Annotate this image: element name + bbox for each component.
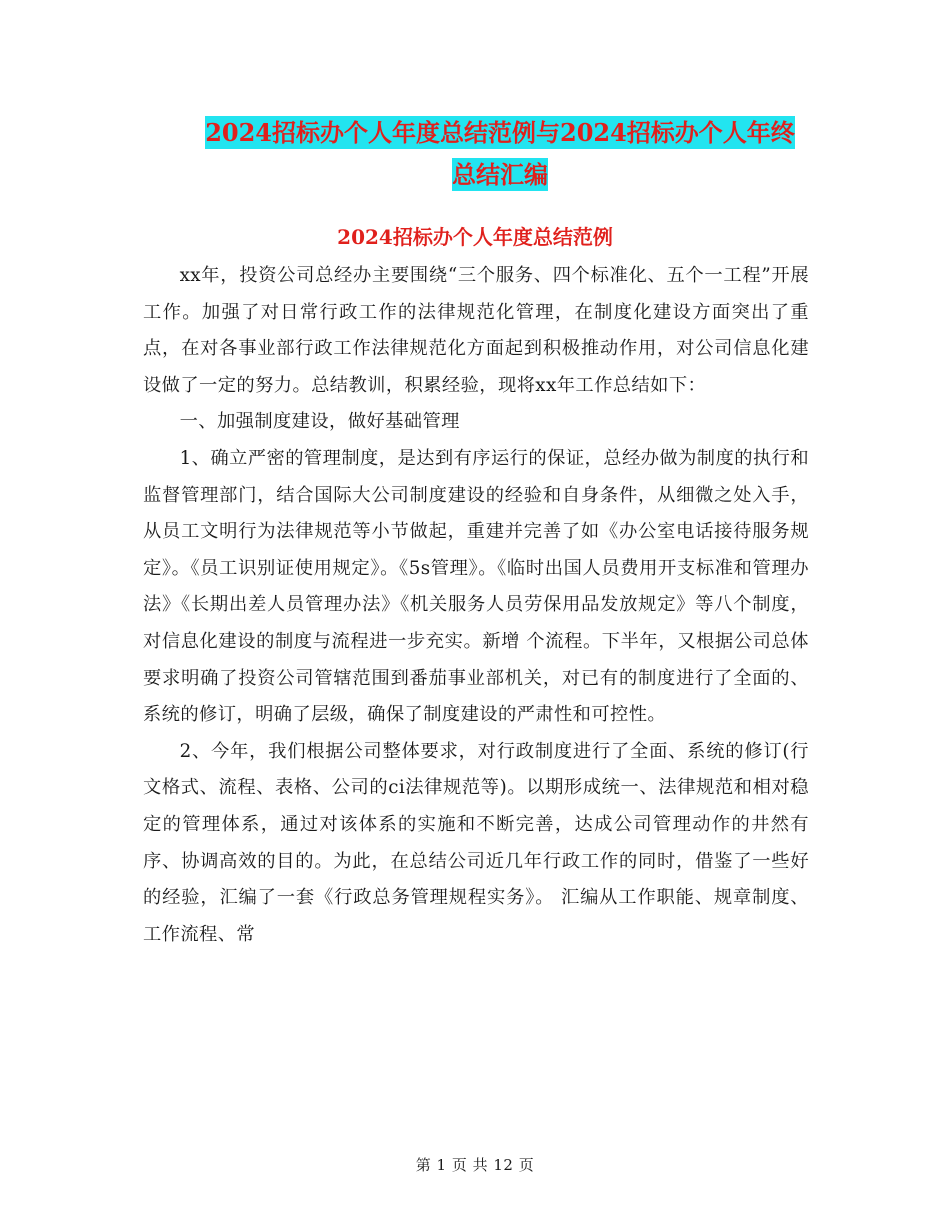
section-title: 2024招标办个人年度总结范例 — [337, 225, 613, 249]
paragraph: 2、今年，我们根据公司整体要求，对行政制度进行了全面、系统的修订(行文格式、流程、表格、公司的ci法律规范等)。以期形成统一、法律规范和相对稳定的管理体系，通过对该体系的实施和不断完善，达成公司管理动作的井然有序、协调高效的目的。为此，在总结公司近几年行政工作的同时，借鉴了一些好的经验，汇编了一套《行政总务管理规程实务》。 汇编从工作职能、规章制度、工作流程、常 — [143, 740, 809, 945]
document-body — [143, 258, 809, 953]
page-footer: 第 1 页 共 12 页 — [415, 1156, 535, 1174]
document-title — [120, 112, 880, 196]
title-line-2: 总结汇编 — [452, 160, 548, 189]
title-line-1: 2024招标办个人年度总结范例与2024招标办个人年终 — [205, 118, 795, 147]
paragraph: xx年，投资公司总经办主要围绕“三个服务、四个标准化、五个一工程”开展工作。加强了对日常行政工作的法律规范化管理，在制度化建设方面突出了重点，在对各事业部行政工作法律规范化方面起到积极推动作用，对公司信息化建设做了一定的努力。总结教训，积累经验，现将xx年工作总结如下： — [143, 265, 809, 396]
paragraph: 1、确立严密的管理制度，是达到有序运行的保证，总经办做为制度的执行和监督管理部门，结合国际大公司制度建设的经验和自身条件，从细微之处入手，从员工文明行为法律规范等小节做起，重建并完善了如《办公室电话接待服务规定》。《员工识别证使用规定》。《5s管理》。《临时出国人员费用开支标准和管理办法》《长期出差人员管理办法》《机关服务人员劳保用品发放规定》等八个制度，对信息化建设的制度与流程进一步充实。新增 个流程。下半年，又根据公司总体要求明确了投资公司管辖范围到番茄事业部机关，对已有的制度进行了全面的、系统的修订，明确了层级，确保了制度建设的严肃性和可控性。 — [143, 447, 809, 726]
paragraph: 一、加强制度建设，做好基础管理 — [179, 411, 460, 433]
